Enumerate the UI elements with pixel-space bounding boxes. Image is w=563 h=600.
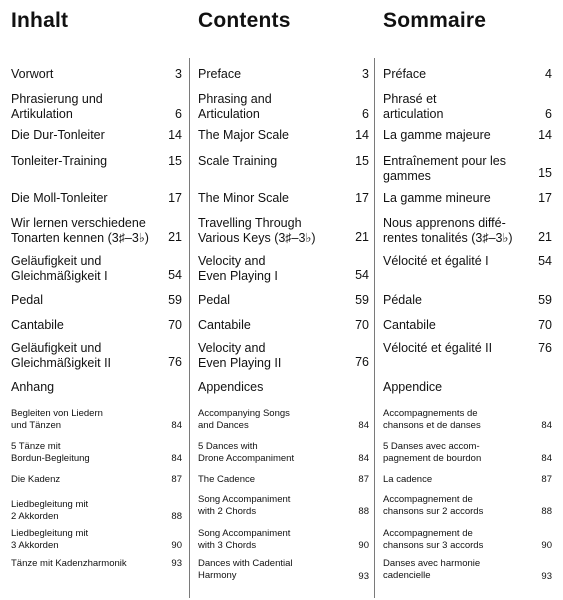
entry-page-number: 84: [541, 453, 552, 464]
entry-page-number: 14: [168, 128, 182, 142]
entry-title: Velocity and Even Playing II: [198, 341, 282, 370]
entry-title: Vélocité et égalité I: [383, 254, 489, 268]
entry-title: Dances with Cadential Harmony: [198, 558, 293, 581]
entry-page-number: 14: [538, 128, 552, 142]
entry-title: Preface: [198, 67, 242, 81]
entry-title: Pedal: [198, 293, 230, 307]
entry-page-number: 84: [358, 453, 369, 464]
entry-page-number: 54: [355, 268, 369, 282]
column-heading: Inhalt: [11, 9, 69, 32]
entry-page-number: 17: [355, 191, 369, 205]
entry-title: Phrasing and Articulation: [198, 92, 272, 121]
entry-page-number: 84: [358, 420, 369, 431]
entry-page-number: 21: [538, 230, 552, 244]
entry-page-number: 6: [362, 107, 369, 121]
entry-page-number: 76: [355, 355, 369, 369]
entry-page-number: 76: [168, 355, 182, 369]
entry-page-number: 93: [541, 571, 552, 582]
column-heading: Sommaire: [383, 9, 487, 32]
entry-page-number: 88: [541, 506, 552, 517]
entry-title: Préface: [383, 67, 427, 81]
entry-title: Tänze mit Kadenzharmonik: [11, 558, 127, 569]
entry-page-number: 21: [168, 230, 182, 244]
entry-title: Cantabile: [383, 318, 436, 332]
entry-page-number: 6: [175, 107, 182, 121]
entry-page-number: 90: [171, 540, 182, 551]
entry-title: Die Moll-Tonleiter: [11, 191, 108, 205]
entry-page-number: 17: [538, 191, 552, 205]
entry-title: Phrasierung und Artikulation: [11, 92, 103, 121]
entry-page-number: 90: [541, 540, 552, 551]
entry-title: Phrasé et articulation: [383, 92, 444, 121]
entry-page-number: 70: [355, 318, 369, 332]
entry-title: Appendice: [383, 380, 443, 394]
entry-page-number: 59: [168, 293, 182, 307]
column-french: [383, 0, 552, 600]
entry-page-number: 93: [171, 558, 182, 569]
entry-title: Geläufigkeit und Gleichmäßigkeit II: [11, 341, 112, 370]
entry-title: La gamme mineure: [383, 191, 491, 205]
entry-title: La gamme majeure: [383, 128, 491, 142]
entry-title: Entraînement pour les gammes: [383, 154, 506, 183]
entry-page-number: 76: [538, 341, 552, 355]
entry-title: 5 Tänze mit Bordun-Begleitung: [11, 441, 90, 464]
entry-title: Cantabile: [11, 318, 64, 332]
entry-title: Vélocité et égalité II: [383, 341, 493, 355]
entry-page-number: 54: [538, 254, 552, 268]
entry-title: Liedbegleitung mit 3 Akkorden: [11, 528, 89, 551]
entry-page-number: 15: [538, 166, 552, 180]
entry-title: Accompagnement de chansons sur 2 accords: [383, 494, 484, 517]
entry-page-number: 93: [358, 571, 369, 582]
column-english: [198, 0, 369, 600]
entry-title: Cantabile: [198, 318, 251, 332]
entry-title: Pedal: [11, 293, 43, 307]
entry-page-number: 17: [168, 191, 182, 205]
entry-page-number: 70: [538, 318, 552, 332]
entry-title: Travelling Through Various Keys (3♯–3♭): [198, 216, 316, 245]
entry-page-number: 84: [171, 453, 182, 464]
entry-title: The Cadence: [198, 474, 256, 485]
column-heading: Contents: [198, 9, 291, 32]
entry-title: Scale Training: [198, 154, 278, 168]
entry-title: Appendices: [198, 380, 264, 394]
entry-title: The Minor Scale: [198, 191, 290, 205]
entry-page-number: 84: [171, 420, 182, 431]
entry-title: Liedbegleitung mit 2 Akkorden: [11, 499, 89, 522]
entry-page-number: 3: [362, 67, 369, 81]
entry-title: Begleiten von Liedern und Tänzen: [11, 408, 103, 431]
entry-title: Geläufigkeit und Gleichmäßigkeit I: [11, 254, 108, 283]
entry-page-number: 54: [168, 268, 182, 282]
column-german: [11, 0, 182, 600]
entry-title: Nous apprenons diffé- rentes tonalités (3♯–3♭): [383, 216, 513, 245]
entry-page-number: 3: [175, 67, 182, 81]
entry-page-number: 87: [541, 474, 552, 485]
entry-page-number: 6: [545, 107, 552, 121]
entry-page-number: 59: [538, 293, 552, 307]
entry-title: Die Kadenz: [11, 474, 61, 485]
entry-title: La cadence: [383, 474, 433, 485]
entry-page-number: 87: [171, 474, 182, 485]
entry-page-number: 4: [545, 67, 552, 81]
entry-title: Velocity and Even Playing I: [198, 254, 278, 283]
entry-title: Die Dur-Tonleiter: [11, 128, 105, 142]
entry-title: Song Accompaniment with 2 Chords: [198, 494, 291, 517]
entry-title: Song Accompaniment with 3 Chords: [198, 528, 291, 551]
entry-page-number: 88: [171, 511, 182, 522]
entry-title: The Major Scale: [198, 128, 290, 142]
entry-title: Accompagnements de chansons et de danses: [383, 408, 481, 431]
entry-page-number: 88: [358, 506, 369, 517]
entry-title: Pédale: [383, 293, 422, 307]
entry-title: Wir lernen verschiedene Tonarten kennen (3♯–3♭): [11, 216, 149, 245]
entry-page-number: 21: [355, 230, 369, 244]
entry-title: Accompagnement de chansons sur 3 accords: [383, 528, 484, 551]
entry-title: Danses avec harmonie cadencielle: [383, 558, 481, 581]
entry-title: Vorwort: [11, 67, 54, 81]
entry-title: 5 Dances with Drone Accompaniment: [198, 441, 295, 464]
entry-page-number: 14: [355, 128, 369, 142]
entry-page-number: 59: [355, 293, 369, 307]
entry-page-number: 70: [168, 318, 182, 332]
entry-page-number: 90: [358, 540, 369, 551]
entry-page-number: 15: [168, 154, 182, 168]
entry-page-number: 87: [358, 474, 369, 485]
entry-title: Accompanying Songs and Dances: [198, 408, 290, 431]
entry-page-number: 15: [355, 154, 369, 168]
entry-title: Anhang: [11, 380, 55, 394]
entry-title: 5 Danses avec accom- pagnement de bourdon: [383, 441, 482, 464]
entry-title: Tonleiter-Training: [11, 154, 108, 168]
entry-page-number: 84: [541, 420, 552, 431]
